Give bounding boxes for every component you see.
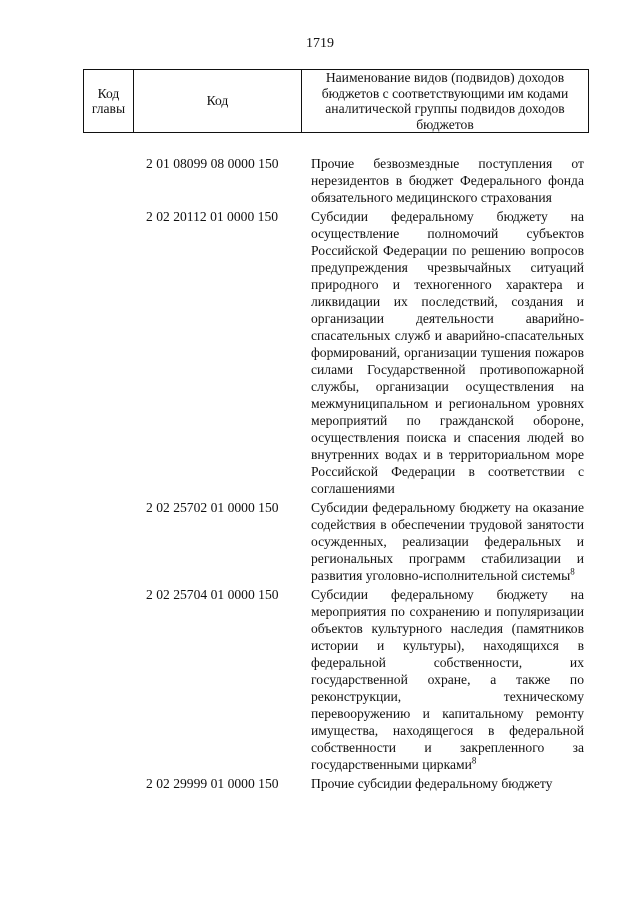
table-row [0, 586, 640, 773]
row-description [311, 155, 584, 206]
header-name: Наименование видов (подвидов) доходов бюджетов с соответствующими им кодами аналитической группы подвидов доходов бюджетов [302, 70, 589, 133]
row-code: 2 02 25704 01 0000 150 [146, 587, 279, 602]
row-text: Субсидии федеральному бюджету на осуществление полномочий субъектов Российской Федерации по решению вопросов предупреждения чрезвычайных ситуаций природного и техногенного характера и ликвидации их последствий, создания и организации деятельности аварийно-спасательных служб и аварийно-спасательных формирований, организации тушения пожаров силами Государственной противопожарной службы, организации осуществления на межмуниципальном и региональном уровнях мероприятий по гражданской обороне, осуществления поиска и спасения людей во внутренних водах и в территориальном море Российской Федерации в соответствии с соглашениями [311, 209, 584, 496]
row-description [311, 775, 584, 792]
table-row [0, 208, 640, 497]
row-description [311, 208, 584, 497]
row-text: Субсидии федеральному бюджету на оказание содействия в обеспечении трудовой занятости осужденных, реализации федеральных и региональных программ стабилизации и развития уголовно-исполнительной системы [311, 500, 584, 583]
table-row [0, 155, 640, 206]
header-code: Код [134, 70, 302, 133]
row-description [311, 586, 584, 773]
table-header [83, 69, 589, 133]
table-row [0, 499, 640, 584]
footnote-mark: 8 [570, 566, 575, 577]
row-text: Субсидии федеральному бюджету на мероприятия по сохранению и популяризации объектов культурного наследия (памятников истории и культуры), находящихся в федеральной собственности, их государственной охране, а также по реконструкции, техническому перевооружению и капитальному ремонту имущества, находящегося в федеральной собственности и закрепленного за государственными цирками [311, 587, 584, 772]
table-row [0, 775, 640, 792]
row-code: 2 01 08099 08 0000 150 [146, 156, 279, 171]
row-code: 2 02 29999 01 0000 150 [146, 776, 279, 791]
income-codes-list [0, 155, 640, 792]
row-text: Прочие субсидии федеральному бюджету [311, 776, 553, 791]
row-description [311, 499, 584, 584]
page-number: 1719 [306, 36, 334, 51]
row-code: 2 02 20112 01 0000 150 [146, 209, 279, 224]
row-code: 2 02 25702 01 0000 150 [146, 500, 279, 515]
row-text: Прочие безвозмездные поступления от нерезидентов в бюджет Федерального фонда обязательного медицинского страхования [311, 156, 584, 205]
footnote-mark: 8 [471, 755, 477, 766]
header-chapter-code: Код главы [84, 70, 134, 133]
